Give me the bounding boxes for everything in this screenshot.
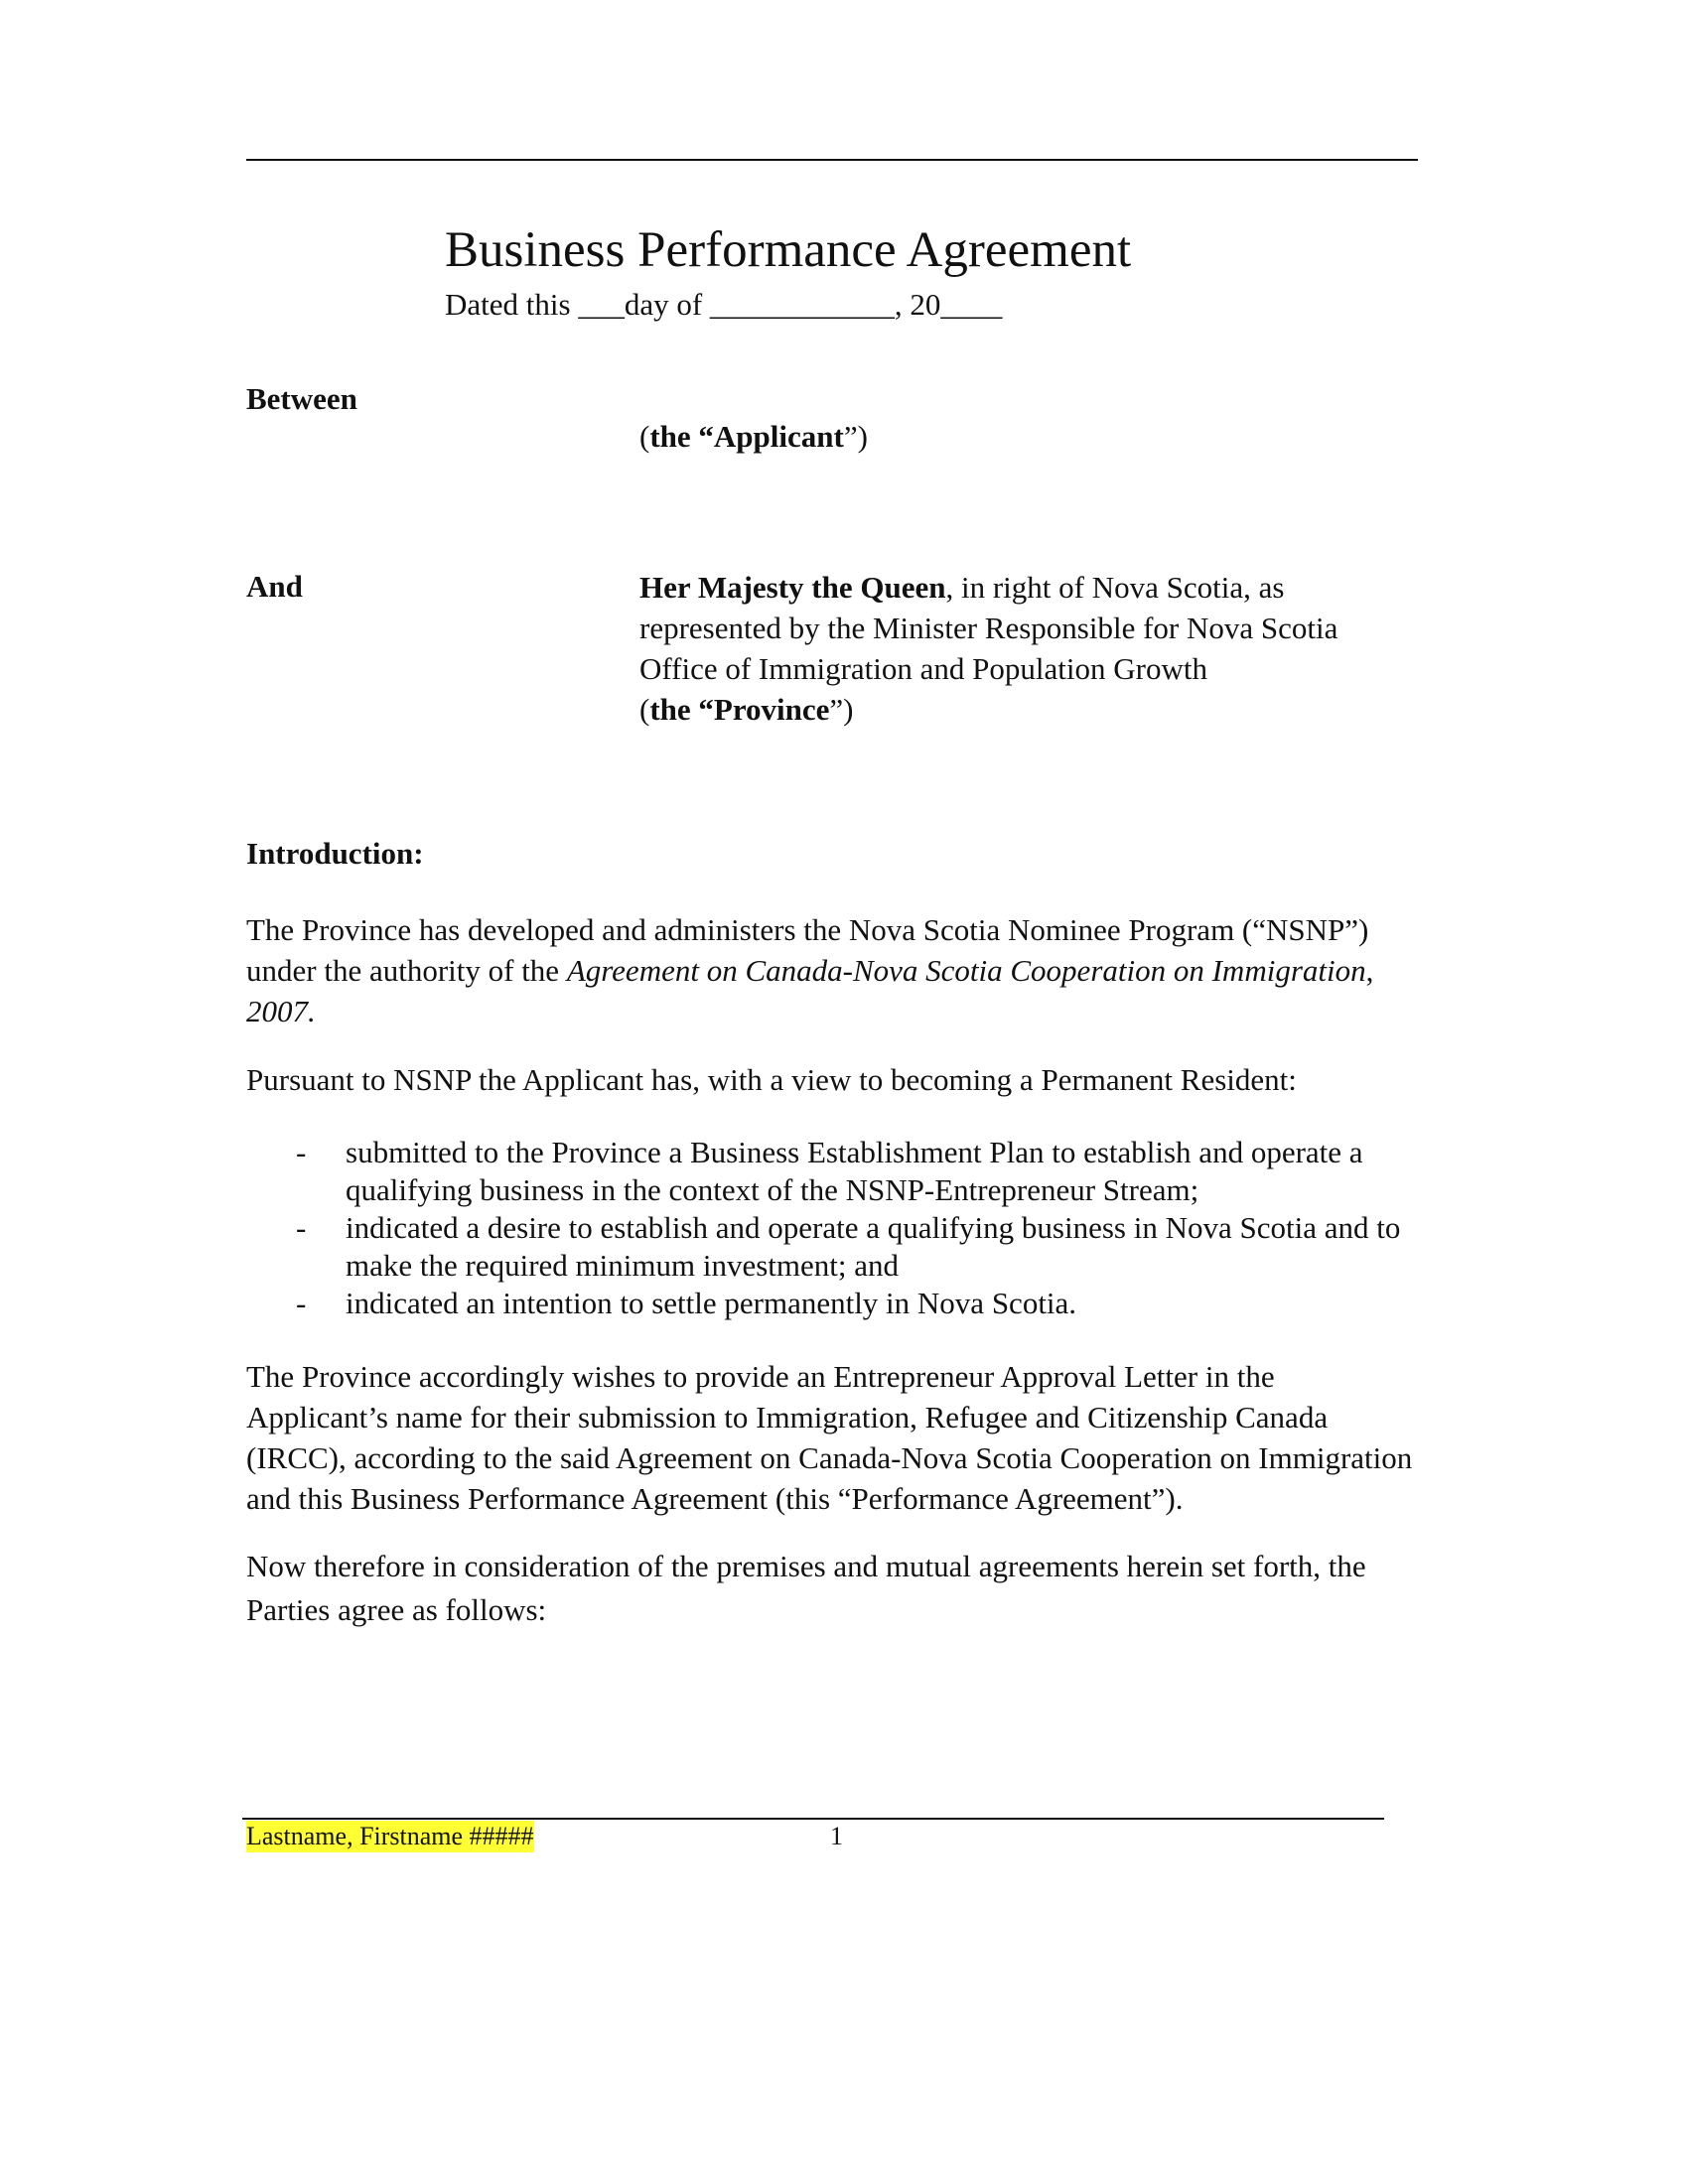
intro-p1-agreement-title: Agreement on Canada-Nova Scotia Cooperation on Immigration	[566, 953, 1366, 988]
intro-paragraph-2: Pursuant to NSNP the Applicant has, with a view to becoming a Permanent Resident:	[246, 1062, 1297, 1097]
list-item-text: submitted to the Province a Business Establishment Plan to establish and operate a qualifying business in the context of the NSNP-Entrepreneur Stream;	[346, 1135, 1363, 1207]
introduction-heading: Introduction:	[246, 836, 424, 871]
list-item-text: indicated an intention to settle permanently in Nova Scotia.	[346, 1286, 1077, 1320]
footer-applicant-name: Lastname, Firstname #####	[246, 1822, 534, 1850]
bullet-dash: -	[296, 1135, 307, 1169]
footer-rule	[242, 1818, 1384, 1820]
document-title: Business Performance Agreement	[445, 222, 1132, 278]
intro-paragraph-3: The Province accordingly wishes to provide an Entrepreneur Approval Letter in the Applicant’s name for their submission to Immigration, Refugee and Citizenship Canada (IRCC), according to the said Agreement on Canada-Nova Scotia Cooperation on Immigration and this Business Performance Agreement (this “Performance Agreement”).	[246, 1359, 1413, 1516]
province-tag-close: ”)	[829, 692, 854, 727]
intro-p1-text: The Province has developed and administers the Nova Scotia Nominee Program (“NSNP”) under the authority of the	[246, 912, 1369, 988]
bullet-dash: -	[296, 1210, 307, 1245]
applicant-party	[639, 416, 1394, 457]
intro-p1-year: 2007.	[246, 994, 316, 1028]
intro-paragraph-1	[246, 909, 1418, 1031]
dated-year-prefix: __, 20	[863, 287, 941, 322]
header-rule	[246, 159, 1418, 161]
province-tag: the “Province	[649, 692, 830, 727]
list-item	[246, 1134, 1418, 1209]
intro-p1-comma: ,	[1365, 953, 1374, 988]
applicant-open: (	[639, 419, 650, 454]
province-name: Her Majesty the Queen	[639, 570, 946, 605]
province-tag-open: (	[639, 692, 650, 727]
applicant-close: ”)	[843, 419, 868, 454]
list-item	[246, 1285, 1418, 1322]
between-label: Between	[246, 381, 357, 416]
applicant-actions-list	[246, 1134, 1418, 1322]
province-description: , in right of Nova Scotia, as represented by the Minister Responsible for Nova Scotia Office of Immigration and Population Growth	[639, 570, 1338, 686]
page-number: 1	[830, 1822, 843, 1850]
bullet-dash: -	[296, 1286, 307, 1320]
applicant-tag: the “Applicant	[649, 419, 844, 454]
list-item-text: indicated a desire to establish and operate a qualifying business in Nova Scotia and to make the required minimum investment; and	[346, 1210, 1401, 1283]
month-blank: __________	[709, 287, 864, 322]
dated-day-of: day of	[624, 287, 703, 322]
dated-line	[445, 286, 1002, 324]
dated-prefix: Dated this	[445, 287, 571, 322]
intro-paragraph-4: Now therefore in consideration of the premises and mutual agreements herein set forth, the Parties agree as follows:	[246, 1549, 1366, 1627]
day-blank: ___	[578, 287, 625, 322]
and-label: And	[246, 569, 303, 604]
province-party	[639, 567, 1394, 730]
list-item	[246, 1209, 1418, 1285]
year-blank: ____	[940, 287, 1003, 322]
